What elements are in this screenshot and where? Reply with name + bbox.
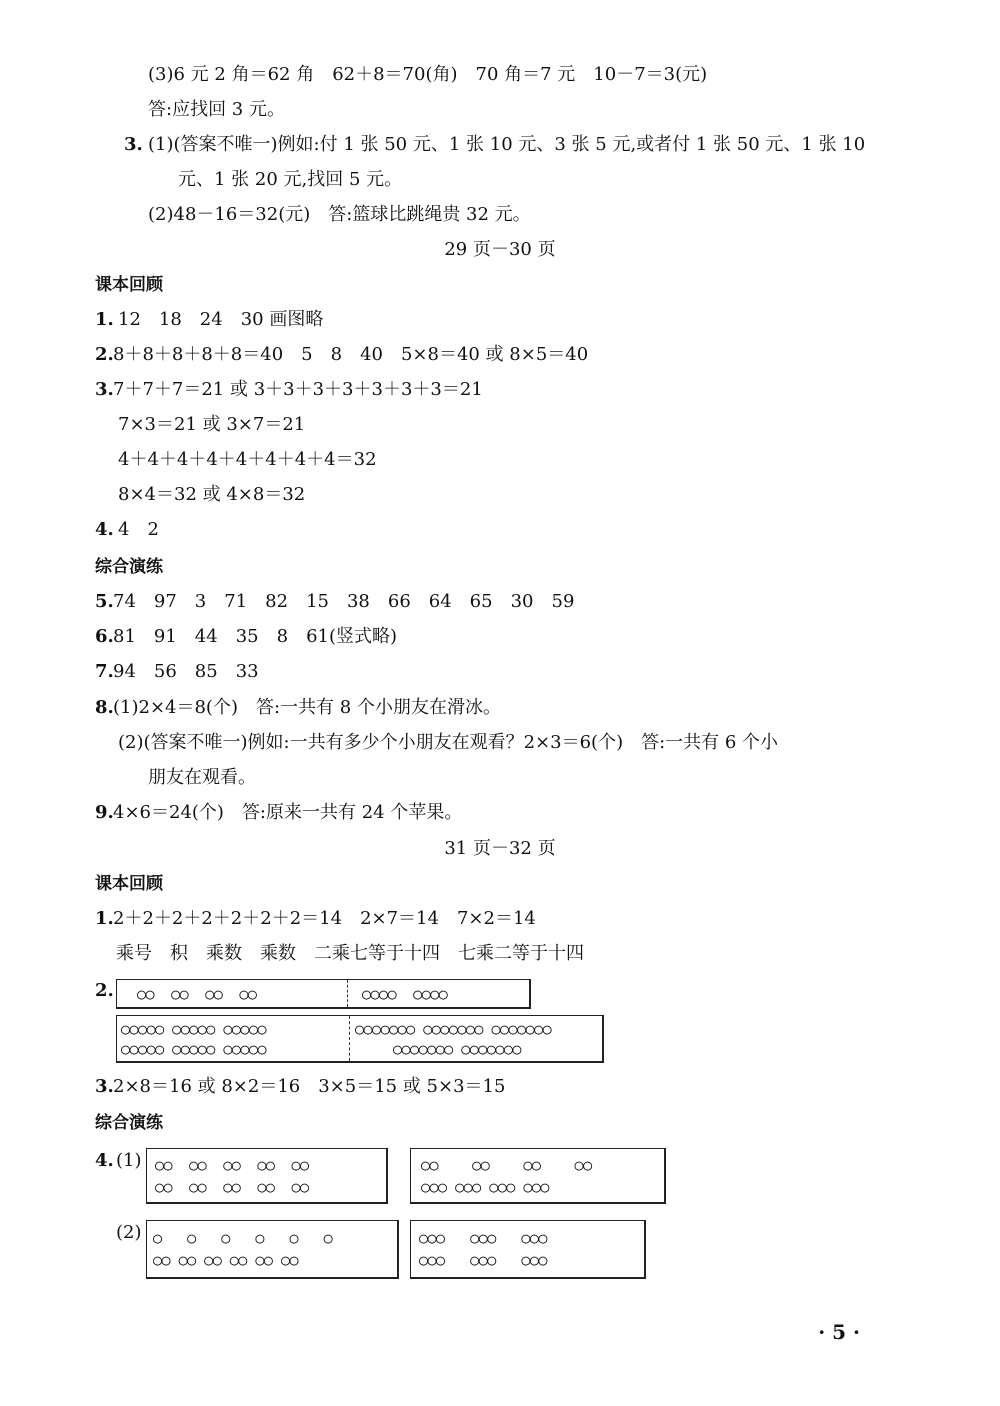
circle-row: ○○ ○○ ○○ ○○ bbox=[421, 1156, 592, 1174]
circle-group-box bbox=[116, 1015, 604, 1063]
answer-line: 4×6＝24(个) 答:原来一共有 24 个苹果。 bbox=[113, 802, 463, 823]
circle-row: ○○ ○○ ○○ ○○ ○○ bbox=[155, 1178, 309, 1196]
section-heading: 综合演练 bbox=[95, 557, 163, 577]
sub-label: (1) bbox=[116, 1150, 142, 1171]
answer-line: (2)48－16＝32(元) 答:篮球比跳绳贵 32 元。 bbox=[148, 204, 531, 225]
circle-row: ○○ ○○ ○○ ○○ ○○ ○○ bbox=[153, 1251, 299, 1269]
question-number: 2. bbox=[95, 344, 114, 365]
dashed-divider bbox=[349, 1016, 350, 1061]
answer-line: 12 18 24 30 画图略 bbox=[118, 309, 324, 330]
page-number: · 5 · bbox=[818, 1320, 860, 1344]
question-number: 6. bbox=[95, 626, 114, 647]
answer-line: (1)(答案不唯一)例如:付 1 张 50 元、1 张 10 元、3 张 5 元,或者付 1 张 50 元、1 张 10 bbox=[148, 134, 866, 155]
answer-line: 乘号 积 乘数 乘数 二乘七等于十四 七乘二等于十四 bbox=[116, 943, 584, 964]
answer-line: 4 2 bbox=[118, 519, 159, 540]
circle-row: ○○○ ○○○ ○○○ ○○○ bbox=[421, 1178, 549, 1196]
answer-line: 8＋8＋8＋8＋8＝40 5 8 40 5×8＝40 或 8×5＝40 bbox=[113, 344, 589, 365]
answer-line: 朋友在观看。 bbox=[148, 767, 256, 788]
dashed-divider bbox=[347, 980, 348, 1007]
circle-row: ○○○○○○○ ○○○○○○○ bbox=[393, 1040, 521, 1058]
section-heading: 课本回顾 bbox=[95, 874, 163, 894]
circle-group-box bbox=[410, 1148, 666, 1204]
section-heading: 课本回顾 bbox=[95, 275, 163, 295]
answer-line: 元、1 张 20 元,找回 5 元。 bbox=[178, 169, 403, 190]
answer-line: 2×8＝16 或 8×2＝16 3×5＝15 或 5×3＝15 bbox=[113, 1076, 506, 1097]
sub-label: (2) bbox=[116, 1222, 142, 1243]
question-number: 1. bbox=[95, 309, 114, 330]
answer-line: 答:应找回 3 元。 bbox=[148, 99, 285, 120]
answer-line: 81 91 44 35 8 61(竖式略) bbox=[113, 626, 398, 647]
answer-line: (3)6 元 2 角＝62 角 62＋8＝70(角) 70 角＝7 元 10－7＝3(元) bbox=[148, 64, 708, 85]
circle-row: ○○○ ○○○ ○○○ bbox=[419, 1251, 547, 1269]
question-number: 8. bbox=[95, 697, 114, 718]
answer-line: 7×3＝21 或 3×7＝21 bbox=[118, 414, 306, 435]
question-number: 1. bbox=[95, 908, 114, 929]
question-number: 4. bbox=[95, 1150, 114, 1171]
answer-line: 4＋4＋4＋4＋4＋4＋4＋4＝32 bbox=[118, 449, 377, 470]
question-number: 2. bbox=[95, 980, 114, 1001]
circle-row: ○○ ○○ ○○ ○○ bbox=[137, 985, 257, 1003]
circle-row: ○○○○○○○ ○○○○○○○ ○○○○○○○ bbox=[355, 1020, 552, 1038]
section-heading: 综合演练 bbox=[95, 1113, 163, 1133]
answer-line: 2＋2＋2＋2＋2＋2＋2＝14 2×7＝14 7×2＝14 bbox=[113, 908, 536, 929]
question-number: 3. bbox=[95, 379, 114, 400]
question-number: 5. bbox=[95, 591, 114, 612]
answer-line: 7＋7＋7＝21 或 3＋3＋3＋3＋3＋3＋3＝21 bbox=[113, 379, 483, 400]
circle-row: ○○○○○ ○○○○○ ○○○○○ bbox=[121, 1040, 267, 1058]
circle-group-box bbox=[410, 1220, 646, 1279]
circle-row: ○○○○○ ○○○○○ ○○○○○ bbox=[121, 1020, 267, 1038]
circle-group-box bbox=[146, 1220, 399, 1279]
circle-row: ○○○○ ○○○○ bbox=[362, 985, 448, 1003]
section-title: 29 页－30 页 bbox=[444, 239, 556, 260]
answer-line: 94 56 85 33 bbox=[113, 661, 259, 682]
question-number: 3. bbox=[95, 1076, 114, 1097]
answer-line: 74 97 3 71 82 15 38 66 64 65 30 59 bbox=[113, 591, 575, 612]
circle-group-box bbox=[146, 1148, 388, 1204]
answer-line: (2)(答案不唯一)例如:一共有多少个小朋友在观看？2×3＝6(个) 答:一共有 6 个小 bbox=[118, 732, 779, 753]
circle-group-box bbox=[116, 979, 531, 1009]
section-title: 31 页－32 页 bbox=[444, 838, 556, 859]
answer-line: (1)2×4＝8(个) 答:一共有 8 个小朋友在滑冰。 bbox=[113, 697, 501, 718]
circle-row: ○○ ○○ ○○ ○○ ○○ bbox=[155, 1156, 309, 1174]
question-number: 7. bbox=[95, 661, 114, 682]
question-number: 9. bbox=[95, 802, 114, 823]
question-number: 3. bbox=[124, 134, 143, 155]
circle-row: ○○○ ○○○ ○○○ bbox=[419, 1229, 547, 1247]
circle-row: ○ ○ ○ ○ ○ ○ bbox=[153, 1229, 333, 1247]
answer-line: 8×4＝32 或 4×8＝32 bbox=[118, 484, 306, 505]
question-number: 4. bbox=[95, 519, 114, 540]
